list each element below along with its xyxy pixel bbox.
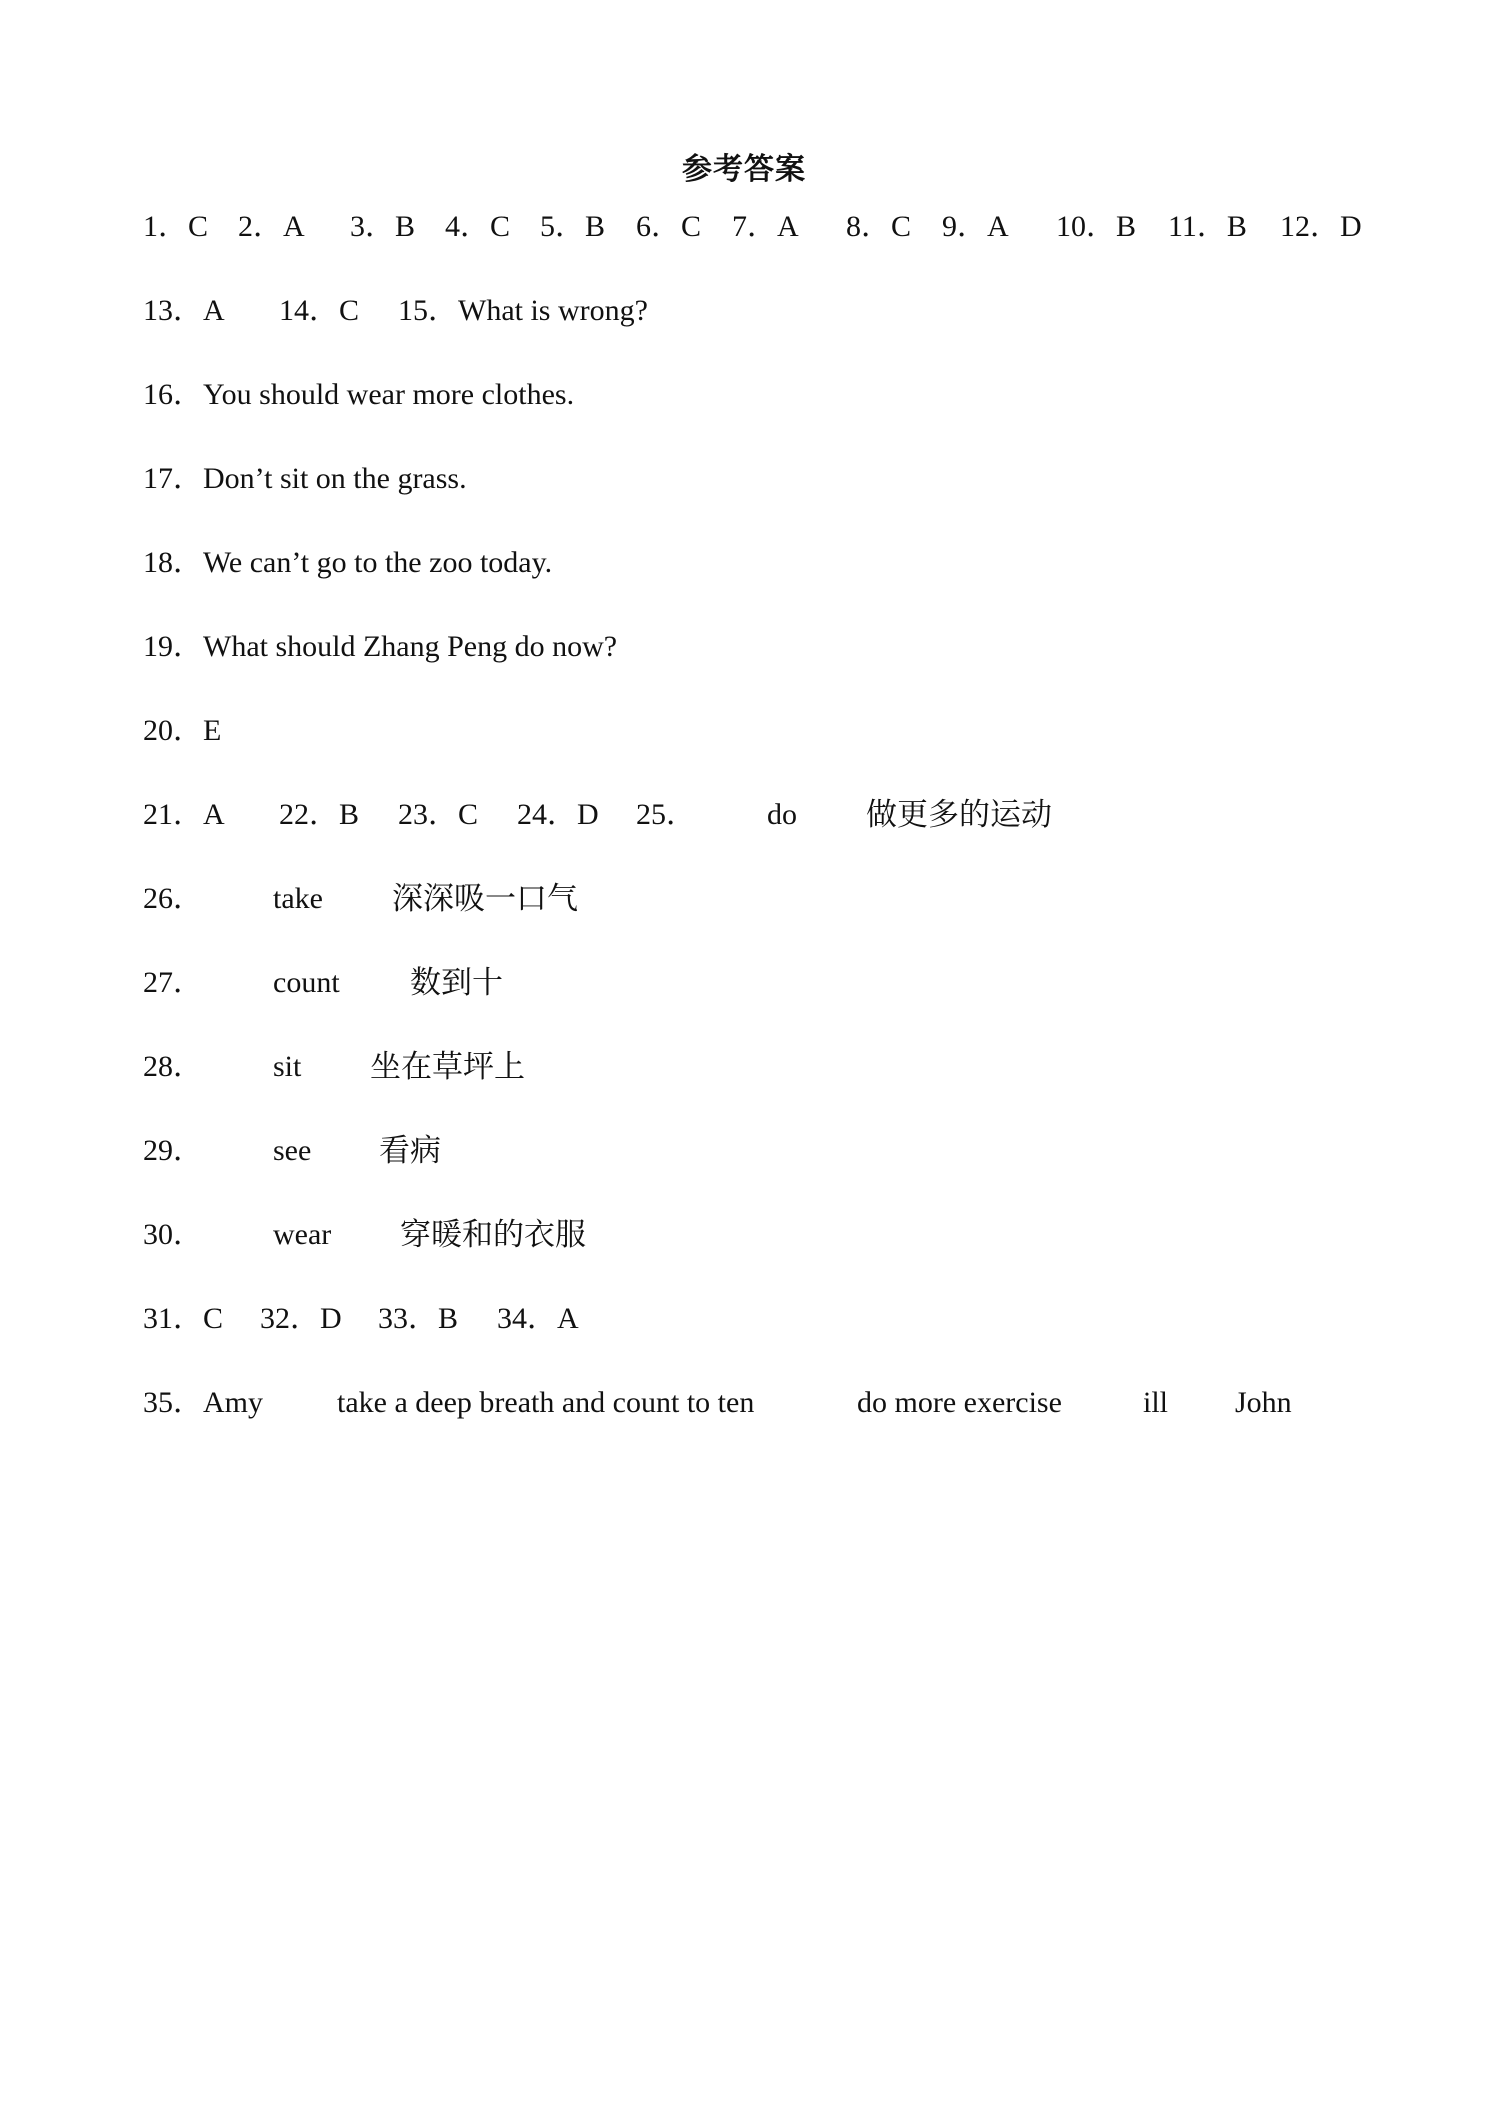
- answer-line-35: [143, 1383, 1292, 1663]
- answer-35-phrase-1: take a deep breath and count to ten: [337, 1386, 755, 1419]
- answer-8: 8．C: [846, 210, 912, 243]
- answer-31: 31．C: [143, 1302, 224, 1335]
- answer-28-number: 28．: [143, 1050, 203, 1083]
- answer-14: 14．C: [279, 294, 360, 327]
- answer-35-word: ill: [1143, 1386, 1169, 1419]
- answer-12: 12．D: [1280, 210, 1362, 243]
- answer-5: 5．B: [540, 210, 606, 243]
- answer-26-word: take: [273, 882, 323, 915]
- answer-1: 1．C: [143, 210, 209, 243]
- answer-30-number: 30．: [143, 1218, 203, 1251]
- answer-28-word: sit: [273, 1050, 302, 1083]
- answer-2: 2．A: [238, 210, 305, 243]
- answer-11: 11．B: [1168, 210, 1247, 243]
- answer-27-number: 27．: [143, 966, 203, 999]
- answer-19: 19．What should Zhang Peng do now?: [143, 630, 618, 663]
- answer-34: 34．A: [497, 1302, 579, 1335]
- answer-32: 32．D: [260, 1302, 342, 1335]
- answer-29-number: 29．: [143, 1134, 203, 1167]
- answer-27-word: count: [273, 966, 340, 999]
- answer-18: 18．We can’t go to the zoo today.: [143, 546, 553, 579]
- answer-25-meaning: 做更多的运动: [866, 797, 1052, 833]
- answer-16: 16．You should wear more clothes.: [143, 378, 575, 411]
- answer-33: 33．B: [378, 1302, 459, 1335]
- answer-9: 9．A: [942, 210, 1009, 243]
- answer-7: 7．A: [732, 210, 799, 243]
- answer-21: 21．A: [143, 798, 225, 831]
- page-title: 参考答案: [682, 152, 806, 187]
- answer-30-word: wear: [273, 1218, 332, 1251]
- answer-24: 24．D: [517, 798, 599, 831]
- answer-6: 6．C: [636, 210, 702, 243]
- answer-25-number: 25．: [636, 798, 696, 831]
- answer-4: 4．C: [445, 210, 511, 243]
- answer-25-word: do: [767, 798, 797, 831]
- answer-35-phrase-2: do more exercise: [857, 1386, 1062, 1419]
- answer-15: 15．What is wrong?: [398, 294, 648, 327]
- answer-27-meaning: 数到十: [410, 965, 503, 1001]
- answer-22: 22．B: [279, 798, 360, 831]
- answer-29-word: see: [273, 1134, 312, 1167]
- answer-30-meaning: 穿暖和的衣服: [400, 1217, 586, 1253]
- answer-26-meaning: 深深吸一口气: [392, 881, 578, 917]
- answer-20: 20．E: [143, 714, 222, 747]
- answer-35-name: 35．Amy: [143, 1386, 263, 1419]
- answer-13: 13．A: [143, 294, 225, 327]
- answer-28-meaning: 坐在草坪上: [370, 1049, 525, 1085]
- answer-17: 17．Don’t sit on the grass.: [143, 462, 467, 495]
- answer-3: 3．B: [350, 210, 416, 243]
- answer-35-name-2: John: [1235, 1386, 1292, 1419]
- answer-26-number: 26．: [143, 882, 203, 915]
- answer-10: 10．B: [1056, 210, 1137, 243]
- answer-29-meaning: 看病: [379, 1133, 441, 1169]
- answer-23: 23．C: [398, 798, 479, 831]
